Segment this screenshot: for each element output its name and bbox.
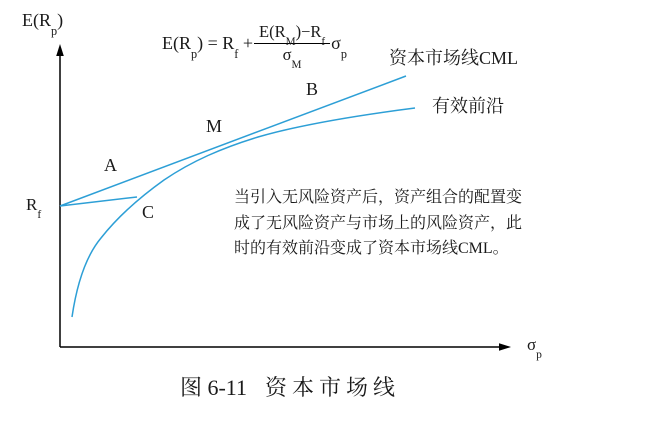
x-axis-arrow-icon bbox=[499, 343, 511, 351]
figure-caption bbox=[0, 371, 580, 402]
annotation-paragraph bbox=[234, 185, 522, 262]
rf-label bbox=[26, 195, 42, 222]
point-label-m: M bbox=[206, 116, 223, 136]
y-axis-label-text: E(R bbox=[22, 10, 51, 30]
efficient-frontier-label: 有效前沿 bbox=[432, 96, 504, 116]
formula-num-sub: M bbox=[285, 35, 296, 48]
formula-num-sub2: f bbox=[321, 35, 326, 48]
y-axis-label-close: ) bbox=[57, 10, 64, 30]
y-axis-arrow-icon bbox=[56, 44, 64, 56]
annotation-line-1: 当引入无风险资产后，资产组合的配置变 bbox=[234, 189, 523, 206]
formula-mult-sub: p bbox=[340, 46, 347, 61]
formula-num-mid: )−R bbox=[295, 22, 322, 41]
formula-fraction bbox=[254, 22, 330, 71]
formula-numerator bbox=[254, 22, 330, 48]
formula-lhs-mid: ) = R bbox=[197, 33, 235, 53]
cml-curve-label: 资本市场线CML bbox=[389, 48, 519, 68]
formula-plus-sign: + bbox=[238, 33, 254, 53]
annotation-line-3: 时的有效前沿变成了资本市场线CML。 bbox=[234, 240, 509, 257]
formula-lhs-pre: E(R bbox=[162, 33, 191, 53]
y-axis-label-sub: p bbox=[51, 23, 58, 38]
formula-lhs-sub2: f bbox=[234, 46, 239, 61]
x-axis-label-sub: p bbox=[536, 348, 542, 362]
annotation-line-2: 成了无风险资产与市场上的风险资产，此 bbox=[234, 214, 523, 232]
x-axis-label-text: σ bbox=[527, 335, 537, 354]
formula-multiplier bbox=[331, 33, 347, 61]
caption-title: 资本市场线 bbox=[265, 375, 401, 400]
caption-number: 图 6-11 bbox=[179, 375, 247, 400]
point-label-b: B bbox=[306, 79, 319, 99]
point-label-c: C bbox=[142, 202, 155, 222]
x-axis-label bbox=[527, 335, 542, 362]
point-label-a: A bbox=[104, 155, 117, 175]
formula-lhs-sub: p bbox=[191, 46, 198, 61]
formula-num-pre: E(R bbox=[259, 22, 286, 41]
rf-label-sub: f bbox=[37, 208, 42, 222]
formula-mult-pre: σ bbox=[331, 33, 341, 53]
formula-den-sub: M bbox=[291, 58, 302, 71]
y-axis-label bbox=[22, 10, 64, 38]
cml-formula bbox=[162, 22, 347, 71]
rf-label-text: R bbox=[26, 195, 38, 214]
formula-lhs bbox=[162, 33, 254, 61]
formula-den-pre: σ bbox=[282, 45, 292, 64]
